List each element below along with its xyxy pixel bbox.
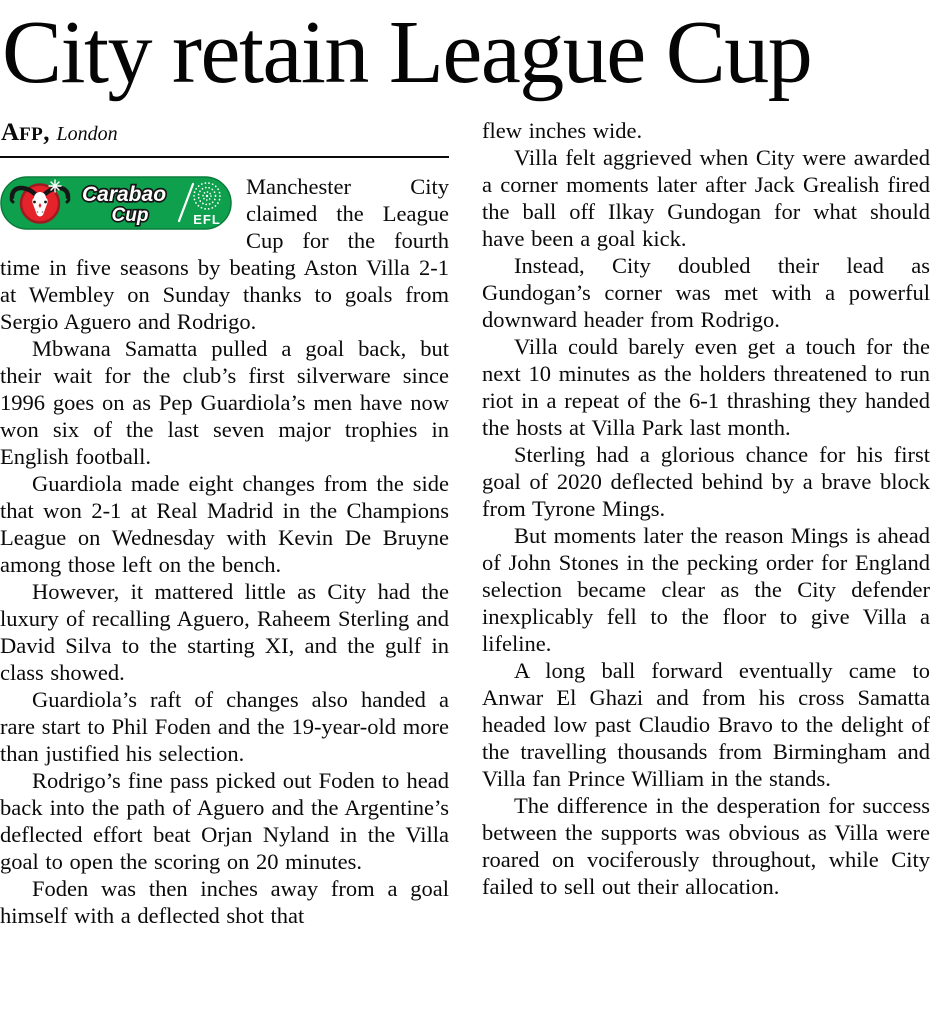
article-paragraph: Foden was then inches away from a goal himself with a deflected shot that [0,876,449,929]
carabao-cup-logo-svg [0,176,232,230]
article-paragraph: But moments later the reason Mings is ahead of John Stones in the pecking order for England selection became clear as the City defender inexplicably fell to the floor to give Villa a lifeline. [482,523,930,657]
article-paragraph: Villa could barely even get a touch for the next 10 minutes as the holders threatened to run riot in a repeat of the 6-1 thrashing they handed the hosts at Villa Park last month. [482,334,930,441]
article-paragraph: Sterling had a glorious chance for his first goal of 2020 deflected behind by a brave block from Tyrone Mings. [482,442,930,522]
left-column [0,117,449,929]
article-paragraph: However, it mattered little as City had the luxury of recalling Aguero, Raheem Sterling and David Silva to the starting XI, and the gulf in class showed. [0,579,449,686]
byline-divider [0,156,449,158]
byline-agency: AFP, [1,119,50,147]
article-paragraph: The difference in the desperation for success between the supports was obvious as Villa were roared on vociferously throughout, while City failed to sell out their allocation. [482,793,930,900]
logo-title-line1: Carabao [81,183,167,207]
efl-label: EFL [193,212,221,228]
article-paragraph: Instead, City doubled their lead as Gundogan’s corner was met with a powerful downward header from Rodrigo. [482,253,930,333]
byline [1,119,449,147]
article-paragraph: flew inches wide. [482,118,643,144]
carabao-cup-logo [0,176,232,230]
sparkle-icon [49,180,61,192]
logo-title-line2: Cup [111,205,149,227]
article-paragraph: Manchester City claimed the League Cup for the fourth time in five seasons by beating Aston Villa 2-1 at Wembley on Sunday thanks to goals from Sergio Aguero and Rodrigo. [0,174,449,335]
article-columns [0,117,930,929]
article-paragraph: A long ball forward eventually came to Anwar El Ghazi and from his cross Samatta headed low past Claudio Bravo to the delight of the travelling thousands from Birmingham and Villa fan Prince William in the stands. [482,658,930,792]
article-paragraph: Guardiola made eight changes from the side that won 2-1 at Real Madrid in the Champions League on Wednesday with Kevin De Bruyne among those left on the bench. [0,471,449,578]
page-title: City retain League Cup [2,3,812,102]
article-body-right [482,117,930,900]
right-column [482,117,930,929]
article-paragraph: Villa felt aggrieved when City were awarded a corner moments later after Jack Grealish fired the ball off Ilkay Gundogan for what should have been a goal kick. [482,145,930,252]
article-paragraph: Guardiola’s raft of changes also handed a rare start to Phil Foden and the 19-year-old more than justified his selection. [0,687,449,767]
byline-location: London [56,123,118,146]
article-paragraph: Rodrigo’s fine pass picked out Foden to head back into the path of Aguero and the Argentine’s deflected effort beat Orjan Nyland in the Villa goal to open the scoring on 20 minutes. [0,768,449,875]
article-body-left [0,173,449,929]
article-paragraph: Mbwana Samatta pulled a goal back, but their wait for the club’s first silverware since 1996 goes on as Pep Guardiola’s men have now won six of the last seven major trophies in English football. [0,336,449,470]
